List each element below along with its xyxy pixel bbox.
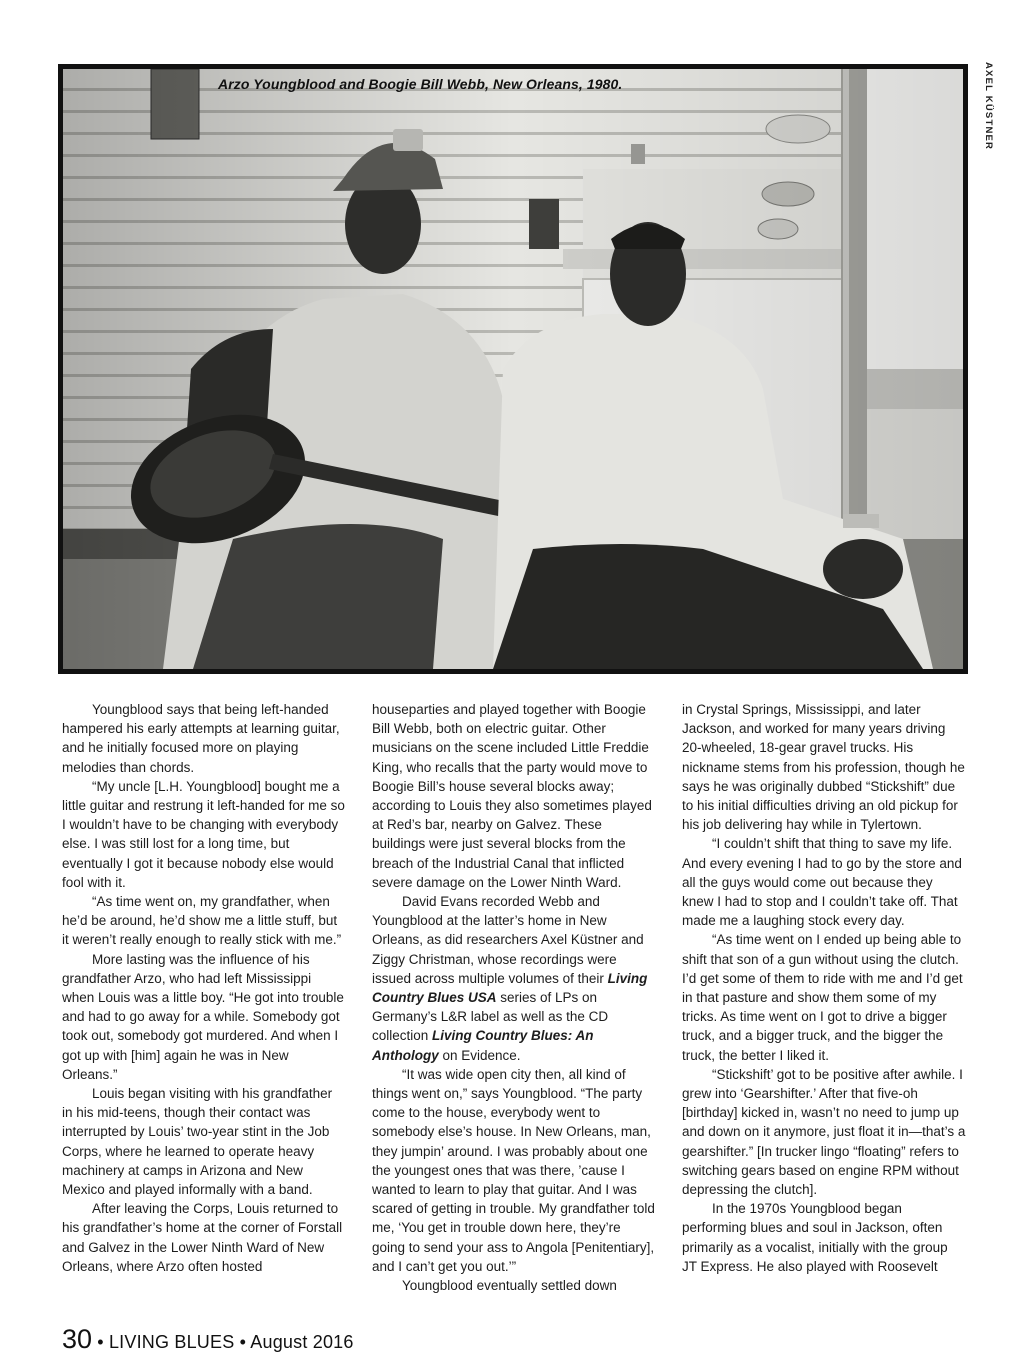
photo-illustration [63, 69, 963, 669]
paragraph: “It was wide open city then, all kind of things went on,” says Youngblood. “The party come to the house, everybody went to somebody else’s house. In New Orleans, man, they jumpin’ around. I was probably about one the youngest ones that was there, ’cause I wanted to learn to play that guitar. And I was scared of getting in trouble. My grandfather told me, ‘You get in trouble down here, they’re going to send your ass to Angola [Penitentiary], and I can’t get you out.’” [372, 1066, 655, 1274]
paragraph-text: series of LPs on Germany’s L&R label as well as the CD collection [372, 990, 609, 1044]
paragraph: In the 1970s Youngblood began performing blues and soul in Jackson, often primarily as a vocalist, initially with the group JT Express. He also played with Roosevelt [682, 1201, 948, 1274]
paragraph: Youngblood eventually settled down [402, 1278, 617, 1294]
paragraph: Louis began visiting with his grandfather in his mid-teens, though their contact was interrupted by Louis’ two-year stint in the Job Corps, where he learned to operate heavy machinery at camps in Arizona and New Mexico and played informally with a band. [62, 1086, 333, 1198]
paragraph: in Crystal Springs, Mississippi, and later Jackson, and worked for many years driving 20-wheeled, 18-gear gravel trucks. His nickname stems from his profession, though he says he was originally dubbed “Stickshift” due to his initial difficulties driving an old pickup for his job delivering hay while in Tylertown. [682, 702, 965, 833]
article-column-2 [372, 700, 656, 1295]
photo [58, 64, 968, 674]
paragraph: “As time went on I ended up being able to shift that son of a gun without using the clutch. I’d get some of them to ride with me and I’d get in that pasture and show them some of my tricks. As time went on I got to drive a bigger truck, and a bigger truck, and the bigger the truck, the better I liked it. [682, 932, 963, 1063]
photo-caption: Arzo Youngblood and Boogie Bill Webb, New Orleans, 1980. [218, 76, 623, 92]
paragraph: “Stickshift’ got to be positive after awhile. I grew into ‘Gearshifter.’ After that five-oh [birthday] kicked in, wasn’t no need to jump up and down on it anymore, just float it in—that’s a gearshifter.” [In trucker lingo “floating” refers to switching gears based on engine RPM without depressing the clutch]. [682, 1066, 966, 1198]
paragraph [372, 892, 656, 1065]
paragraph: After leaving the Corps, Louis returned to his grandfather’s home at the corner of Forstall and Galvez in the Lower Ninth Ward of New Orleans, where Arzo often hosted [62, 1201, 343, 1274]
article-column-3 [682, 700, 966, 1276]
magazine-issue: • LIVING BLUES • August 2016 [92, 1332, 354, 1352]
page-number: 30 [62, 1324, 93, 1354]
paragraph: “I couldn’t shift that thing to save my life. And every evening I had to go by the store and all the guys would come out because they knew I had to stop and I couldn’t take off. That made me a laughing stock every day. [682, 836, 962, 929]
paragraph: Youngblood says that being left-handed hampered his early attempts at learning guitar, and he initially focused more on playing melodies than chords. [62, 702, 340, 775]
article-column-1 [62, 700, 346, 1276]
paragraph-text: on Evidence. [438, 1047, 521, 1063]
paragraph-text: David Evans recorded Webb and Youngblood at the latter’s home in New Orleans, as did researchers Axel Küstner and Ziggy Christman, whose recordings were issued across multiple volumes of their [372, 894, 644, 986]
album-title: Living Country Blues: An Anthology [372, 1028, 594, 1063]
paragraph: “As time went on, my grandfather, when he’d be around, he’d show me a little stuff, but it weren’t really enough to really stick with me.” [62, 894, 342, 948]
photo-credit: AXEL KÜSTNER [983, 62, 994, 151]
album-title: Living Country Blues USA [372, 970, 648, 1006]
paragraph: More lasting was the influence of his grandfather Arzo, who had left Mississippi when Louis was a little boy. “He got into trouble and had to go away for a while. Somebody got took out, somebody got murdered. And when I got up with [him] again he was in New Orleans.” [62, 951, 344, 1082]
paragraph: houseparties and played together with Boogie Bill Webb, both on electric guitar. Other musicians on the scene included Little Freddie King, who recalls that the party would move to Boogie Bill’s house several blocks away; according to Louis they also sometimes played at Red’s bar, nearby on Galvez. These buildings were just several blocks from the breach of the Industrial Canal that inflicted severe damage on the Lower Ninth Ward. [372, 702, 652, 890]
paragraph: “My uncle [L.H. Youngblood] bought me a little guitar and restrung it left-handed for me so I wouldn’t have to be changing with everybody else. I was still lost for a long time, but eventually I got it because nobody else would fool with it. [62, 778, 345, 890]
page-footer [62, 1324, 354, 1355]
